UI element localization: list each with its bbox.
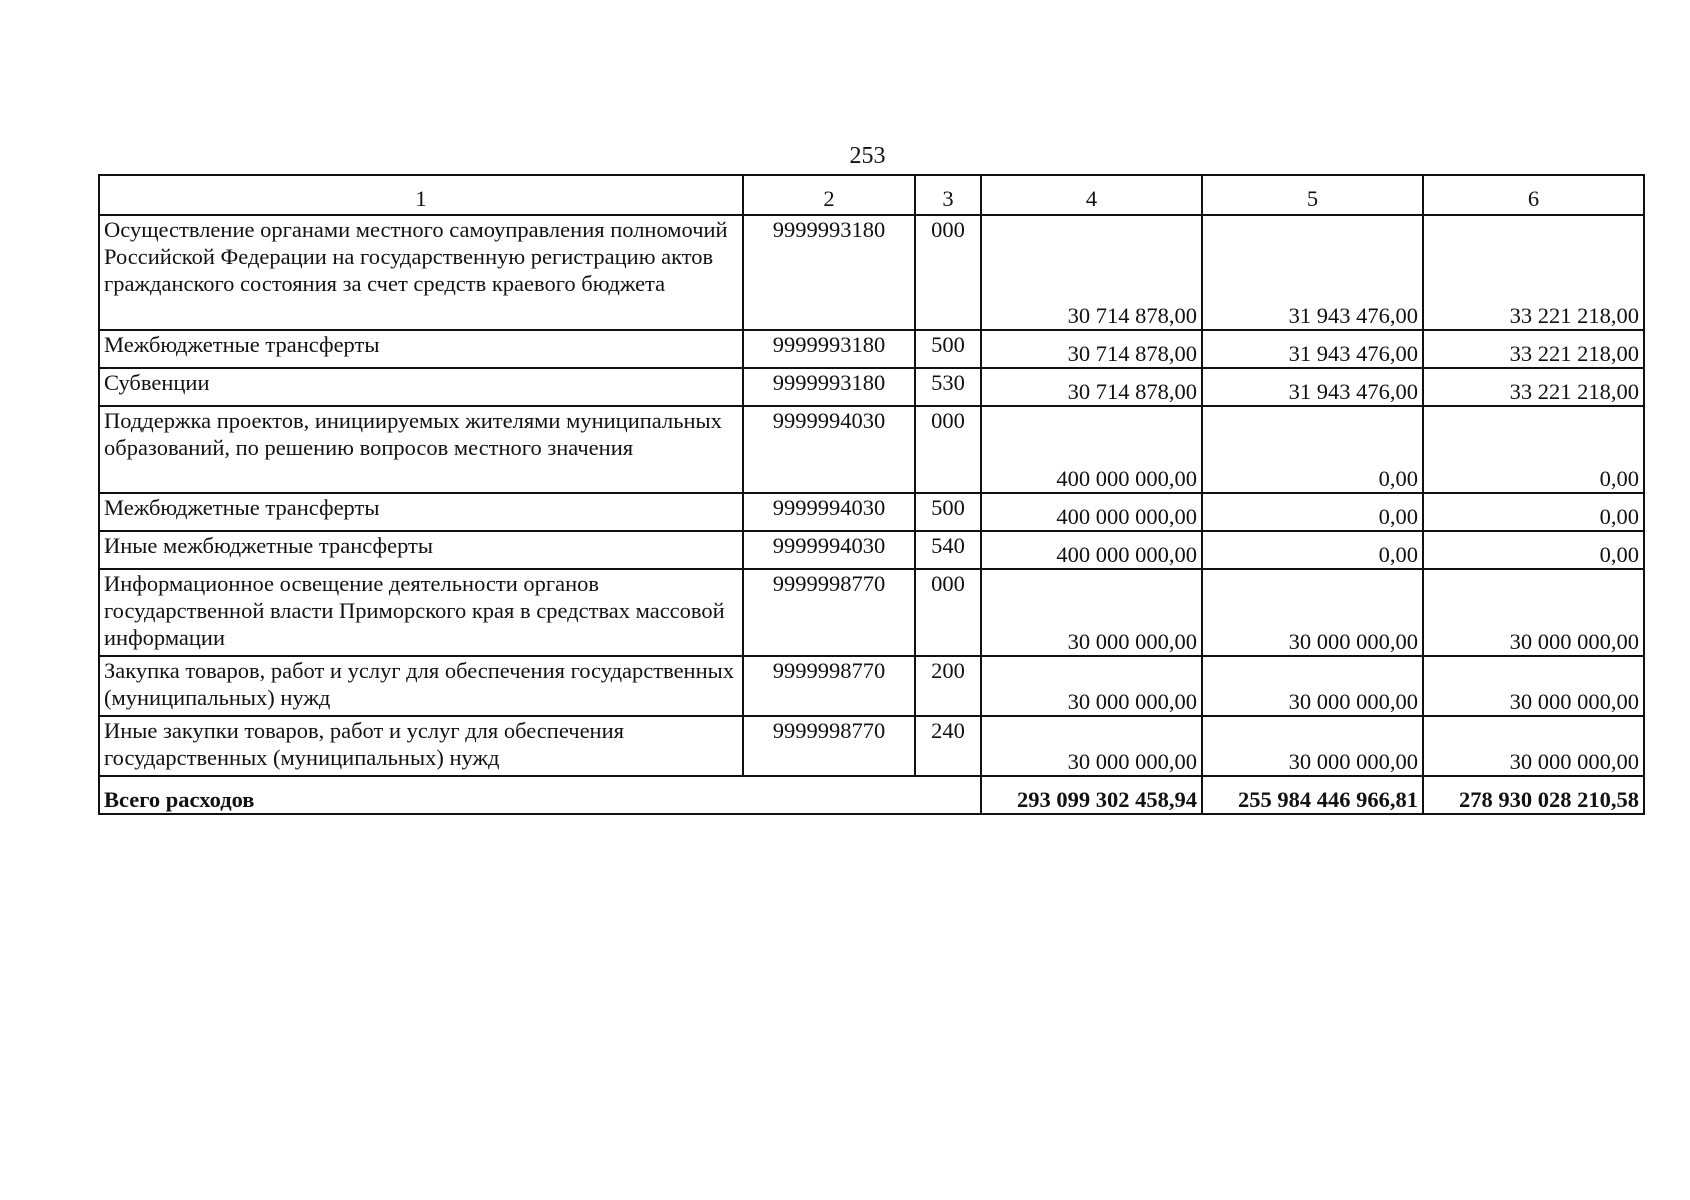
row-value-6: 0,00 — [1423, 531, 1644, 569]
column-header: 1 — [99, 175, 743, 215]
column-header: 5 — [1202, 175, 1423, 215]
table-header-row — [99, 175, 1644, 215]
total-row — [99, 776, 1644, 814]
total-value-5: 255 984 446 966,81 — [1202, 776, 1423, 814]
row-value-6: 0,00 — [1423, 406, 1644, 493]
row-name: Межбюджетные трансферты — [99, 330, 743, 368]
table-row — [99, 656, 1644, 716]
column-header: 2 — [743, 175, 915, 215]
row-code: 9999994030 — [743, 531, 915, 569]
row-value-5: 31 943 476,00 — [1202, 215, 1423, 330]
page-number: 253 — [849, 143, 886, 169]
row-value-4: 30 000 000,00 — [981, 716, 1202, 776]
column-header: 6 — [1423, 175, 1644, 215]
row-value-5: 0,00 — [1202, 531, 1423, 569]
row-value-4: 30 714 878,00 — [981, 368, 1202, 406]
row-code: 9999998770 — [743, 569, 915, 656]
row-value-6: 33 221 218,00 — [1423, 368, 1644, 406]
row-value-5: 30 000 000,00 — [1202, 656, 1423, 716]
row-value-4: 400 000 000,00 — [981, 531, 1202, 569]
row-code: 9999994030 — [743, 406, 915, 493]
row-name: Информационное освещение деятельности органов государственной власти Приморского края в средствах массовой информации — [99, 569, 743, 656]
row-name: Поддержка проектов, инициируемых жителями муниципальных образований, по решению вопросов местного значения — [99, 406, 743, 493]
row-value-4: 30 000 000,00 — [981, 569, 1202, 656]
row-type: 000 — [915, 569, 981, 656]
table-row — [99, 215, 1644, 330]
row-value-5: 0,00 — [1202, 406, 1423, 493]
row-type: 540 — [915, 531, 981, 569]
row-name: Осуществление органами местного самоуправления полномочий Российской Федерации на государственную регистрацию актов гражданского состояния за счет средств краевого бюджета — [99, 215, 743, 330]
row-name: Межбюджетные трансферты — [99, 493, 743, 531]
row-code: 9999993180 — [743, 330, 915, 368]
column-header: 3 — [915, 175, 981, 215]
row-type: 500 — [915, 493, 981, 531]
row-value-5: 30 000 000,00 — [1202, 716, 1423, 776]
row-value-6: 0,00 — [1423, 493, 1644, 531]
row-type: 500 — [915, 330, 981, 368]
row-name: Иные межбюджетные трансферты — [99, 531, 743, 569]
row-code: 9999998770 — [743, 656, 915, 716]
row-name: Субвенции — [99, 368, 743, 406]
budget-expenditure-table — [98, 174, 1645, 815]
row-value-6: 33 221 218,00 — [1423, 330, 1644, 368]
row-code: 9999998770 — [743, 716, 915, 776]
table-row — [99, 406, 1644, 493]
row-type: 200 — [915, 656, 981, 716]
row-value-6: 30 000 000,00 — [1423, 716, 1644, 776]
row-value-5: 30 000 000,00 — [1202, 569, 1423, 656]
row-type: 000 — [915, 215, 981, 330]
row-value-6: 30 000 000,00 — [1423, 656, 1644, 716]
row-value-5: 0,00 — [1202, 493, 1423, 531]
row-value-4: 400 000 000,00 — [981, 406, 1202, 493]
total-label: Всего расходов — [99, 776, 981, 814]
row-name: Иные закупки товаров, работ и услуг для обеспечения государственных (муниципальных) нужд — [99, 716, 743, 776]
table-row — [99, 531, 1644, 569]
total-value-6: 278 930 028 210,58 — [1423, 776, 1644, 814]
row-code: 9999993180 — [743, 215, 915, 330]
row-type: 240 — [915, 716, 981, 776]
row-code: 9999994030 — [743, 493, 915, 531]
row-value-4: 30 000 000,00 — [981, 656, 1202, 716]
table-row — [99, 569, 1644, 656]
row-value-4: 400 000 000,00 — [981, 493, 1202, 531]
column-header: 4 — [981, 175, 1202, 215]
table-row — [99, 368, 1644, 406]
table-row — [99, 716, 1644, 776]
row-code: 9999993180 — [743, 368, 915, 406]
row-value-4: 30 714 878,00 — [981, 215, 1202, 330]
total-value-4: 293 099 302 458,94 — [981, 776, 1202, 814]
row-value-5: 31 943 476,00 — [1202, 330, 1423, 368]
table-row — [99, 493, 1644, 531]
row-value-4: 30 714 878,00 — [981, 330, 1202, 368]
table-row — [99, 330, 1644, 368]
row-value-6: 33 221 218,00 — [1423, 215, 1644, 330]
row-value-6: 30 000 000,00 — [1423, 569, 1644, 656]
row-type: 000 — [915, 406, 981, 493]
row-name: Закупка товаров, работ и услуг для обеспечения государственных (муниципальных) нужд — [99, 656, 743, 716]
row-type: 530 — [915, 368, 981, 406]
row-value-5: 31 943 476,00 — [1202, 368, 1423, 406]
